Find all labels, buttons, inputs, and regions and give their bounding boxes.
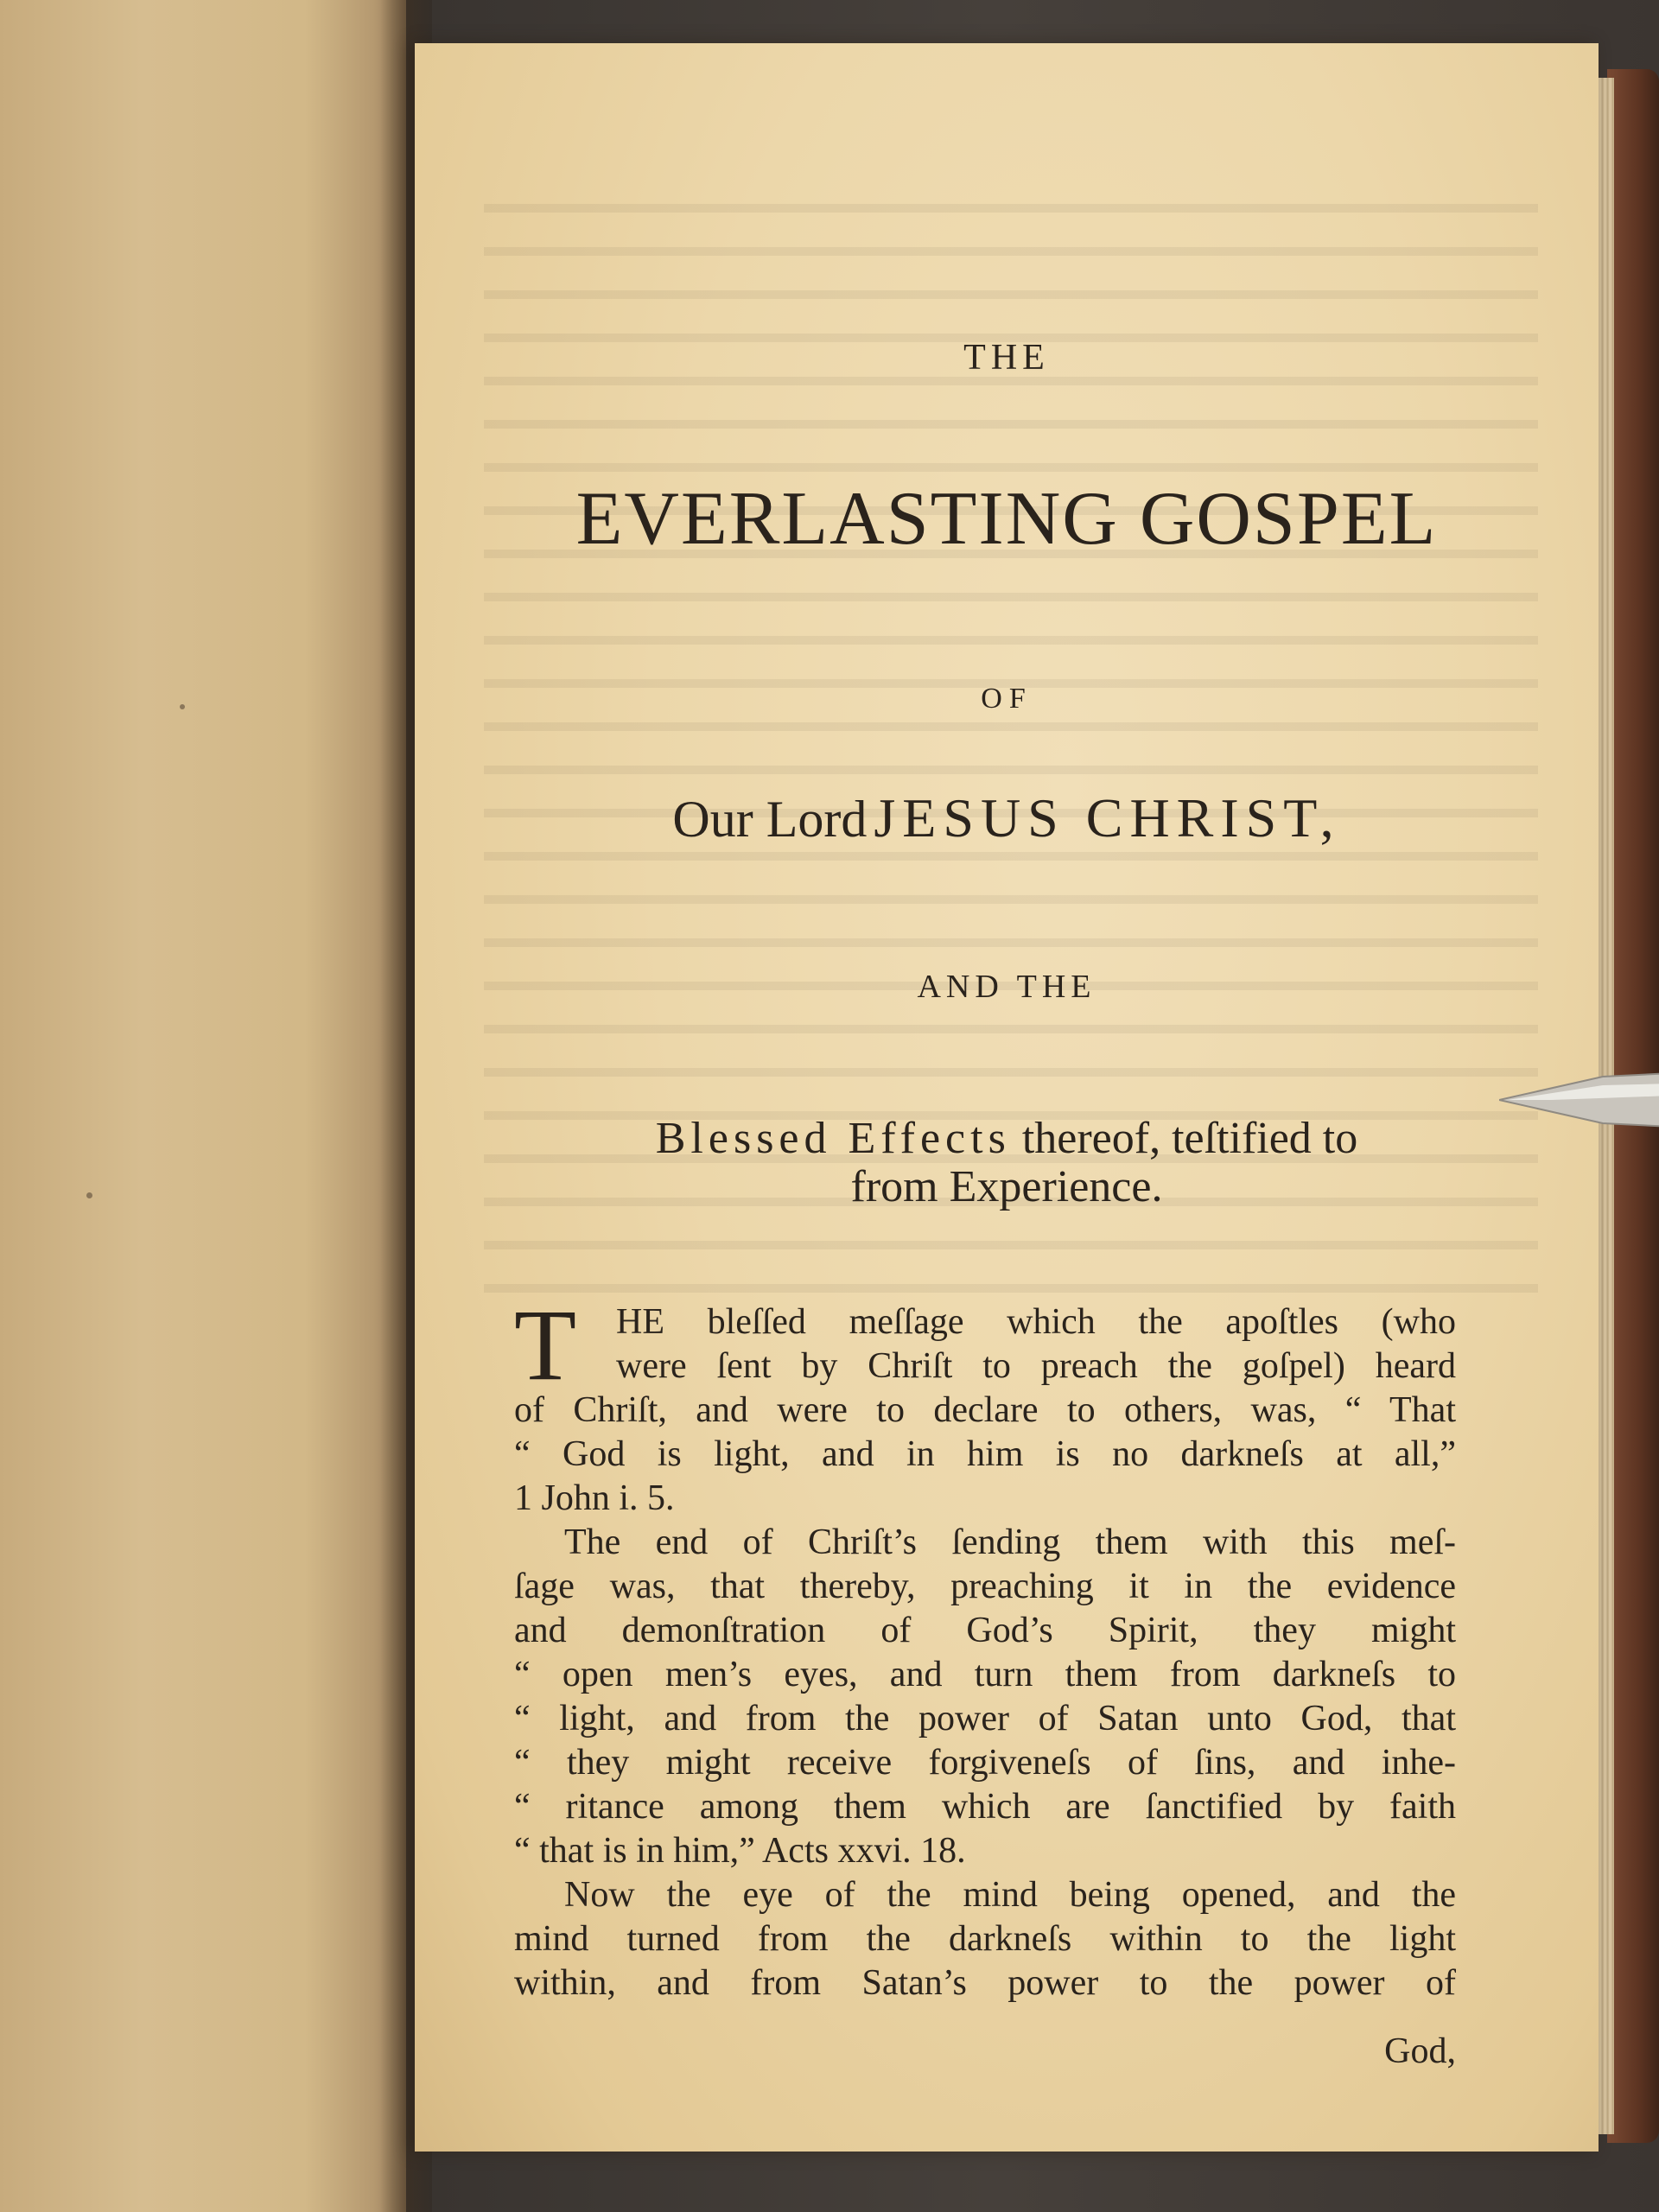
title-from-experience: from Experience.: [850, 1162, 1163, 1211]
title-main: EVERLASTING GOSPEL: [575, 477, 1438, 561]
left-endpaper: [0, 0, 406, 2212]
text-line: “ God is light, and in him is no darkneſs at all,”: [514, 1434, 1456, 1474]
text-line: “ they might receive forgiveneſs of ſins, and inhe-: [514, 1743, 1456, 1783]
text-line: and demonſtration of God’s Spirit, they might: [514, 1611, 1456, 1650]
text-line: were ſent by Chriſt to preach the goſpel) heard: [616, 1346, 1456, 1386]
body-text: [514, 1288, 1456, 2005]
title-of: OF: [981, 683, 1033, 715]
title-effects: [415, 1115, 1599, 1211]
title-jesus-christ: JESUS CHRIST,: [874, 787, 1341, 849]
drop-cap: T: [514, 1288, 577, 1402]
title-blessed-effects: Blessed Effects: [655, 1114, 1011, 1163]
title-and-the: AND THE: [917, 969, 1096, 1005]
text-line: within, and from Satan’s power to the power of: [514, 1963, 1456, 2003]
pen-pointer-icon: [1499, 1070, 1659, 1130]
title-the: THE: [963, 338, 1050, 378]
text-line: mind turned from the darkneſs within to the light: [514, 1919, 1456, 1959]
foxing-spot: [180, 704, 185, 709]
text-line: “ light, and from the power of Satan unto God, that: [514, 1699, 1456, 1738]
title-page: [415, 43, 1599, 2152]
text-line: “ that is in him,” Acts xxvi. 18.: [514, 1831, 966, 1871]
catchword: God,: [1384, 2031, 1456, 2071]
text-line: HE bleſſed meſſage which the apoſtles (who: [616, 1302, 1456, 1342]
text-line: ſage was, that thereby, preaching it in the evidence: [514, 1567, 1456, 1606]
title-our-lord-prefix: Our Lord: [672, 791, 868, 848]
text-line: 1 John i. 5.: [514, 1478, 675, 1518]
title-thereof: thereof, teſtified to: [1021, 1114, 1358, 1163]
text-line: “ open men’s eyes, and turn them from darkneſs to: [514, 1655, 1456, 1694]
text-line: The end of Chriſt’s ſending them with this meſ-: [564, 1522, 1456, 1562]
title-our-lord: [415, 786, 1599, 850]
text-line: of Chriſt, and were to declare to others, was, “ That: [514, 1390, 1456, 1430]
foxing-spot: [86, 1192, 92, 1198]
text-line: Now the eye of the mind being opened, and the: [564, 1875, 1456, 1915]
text-line: “ ritance among them which are ſanctified by faith: [514, 1787, 1456, 1827]
